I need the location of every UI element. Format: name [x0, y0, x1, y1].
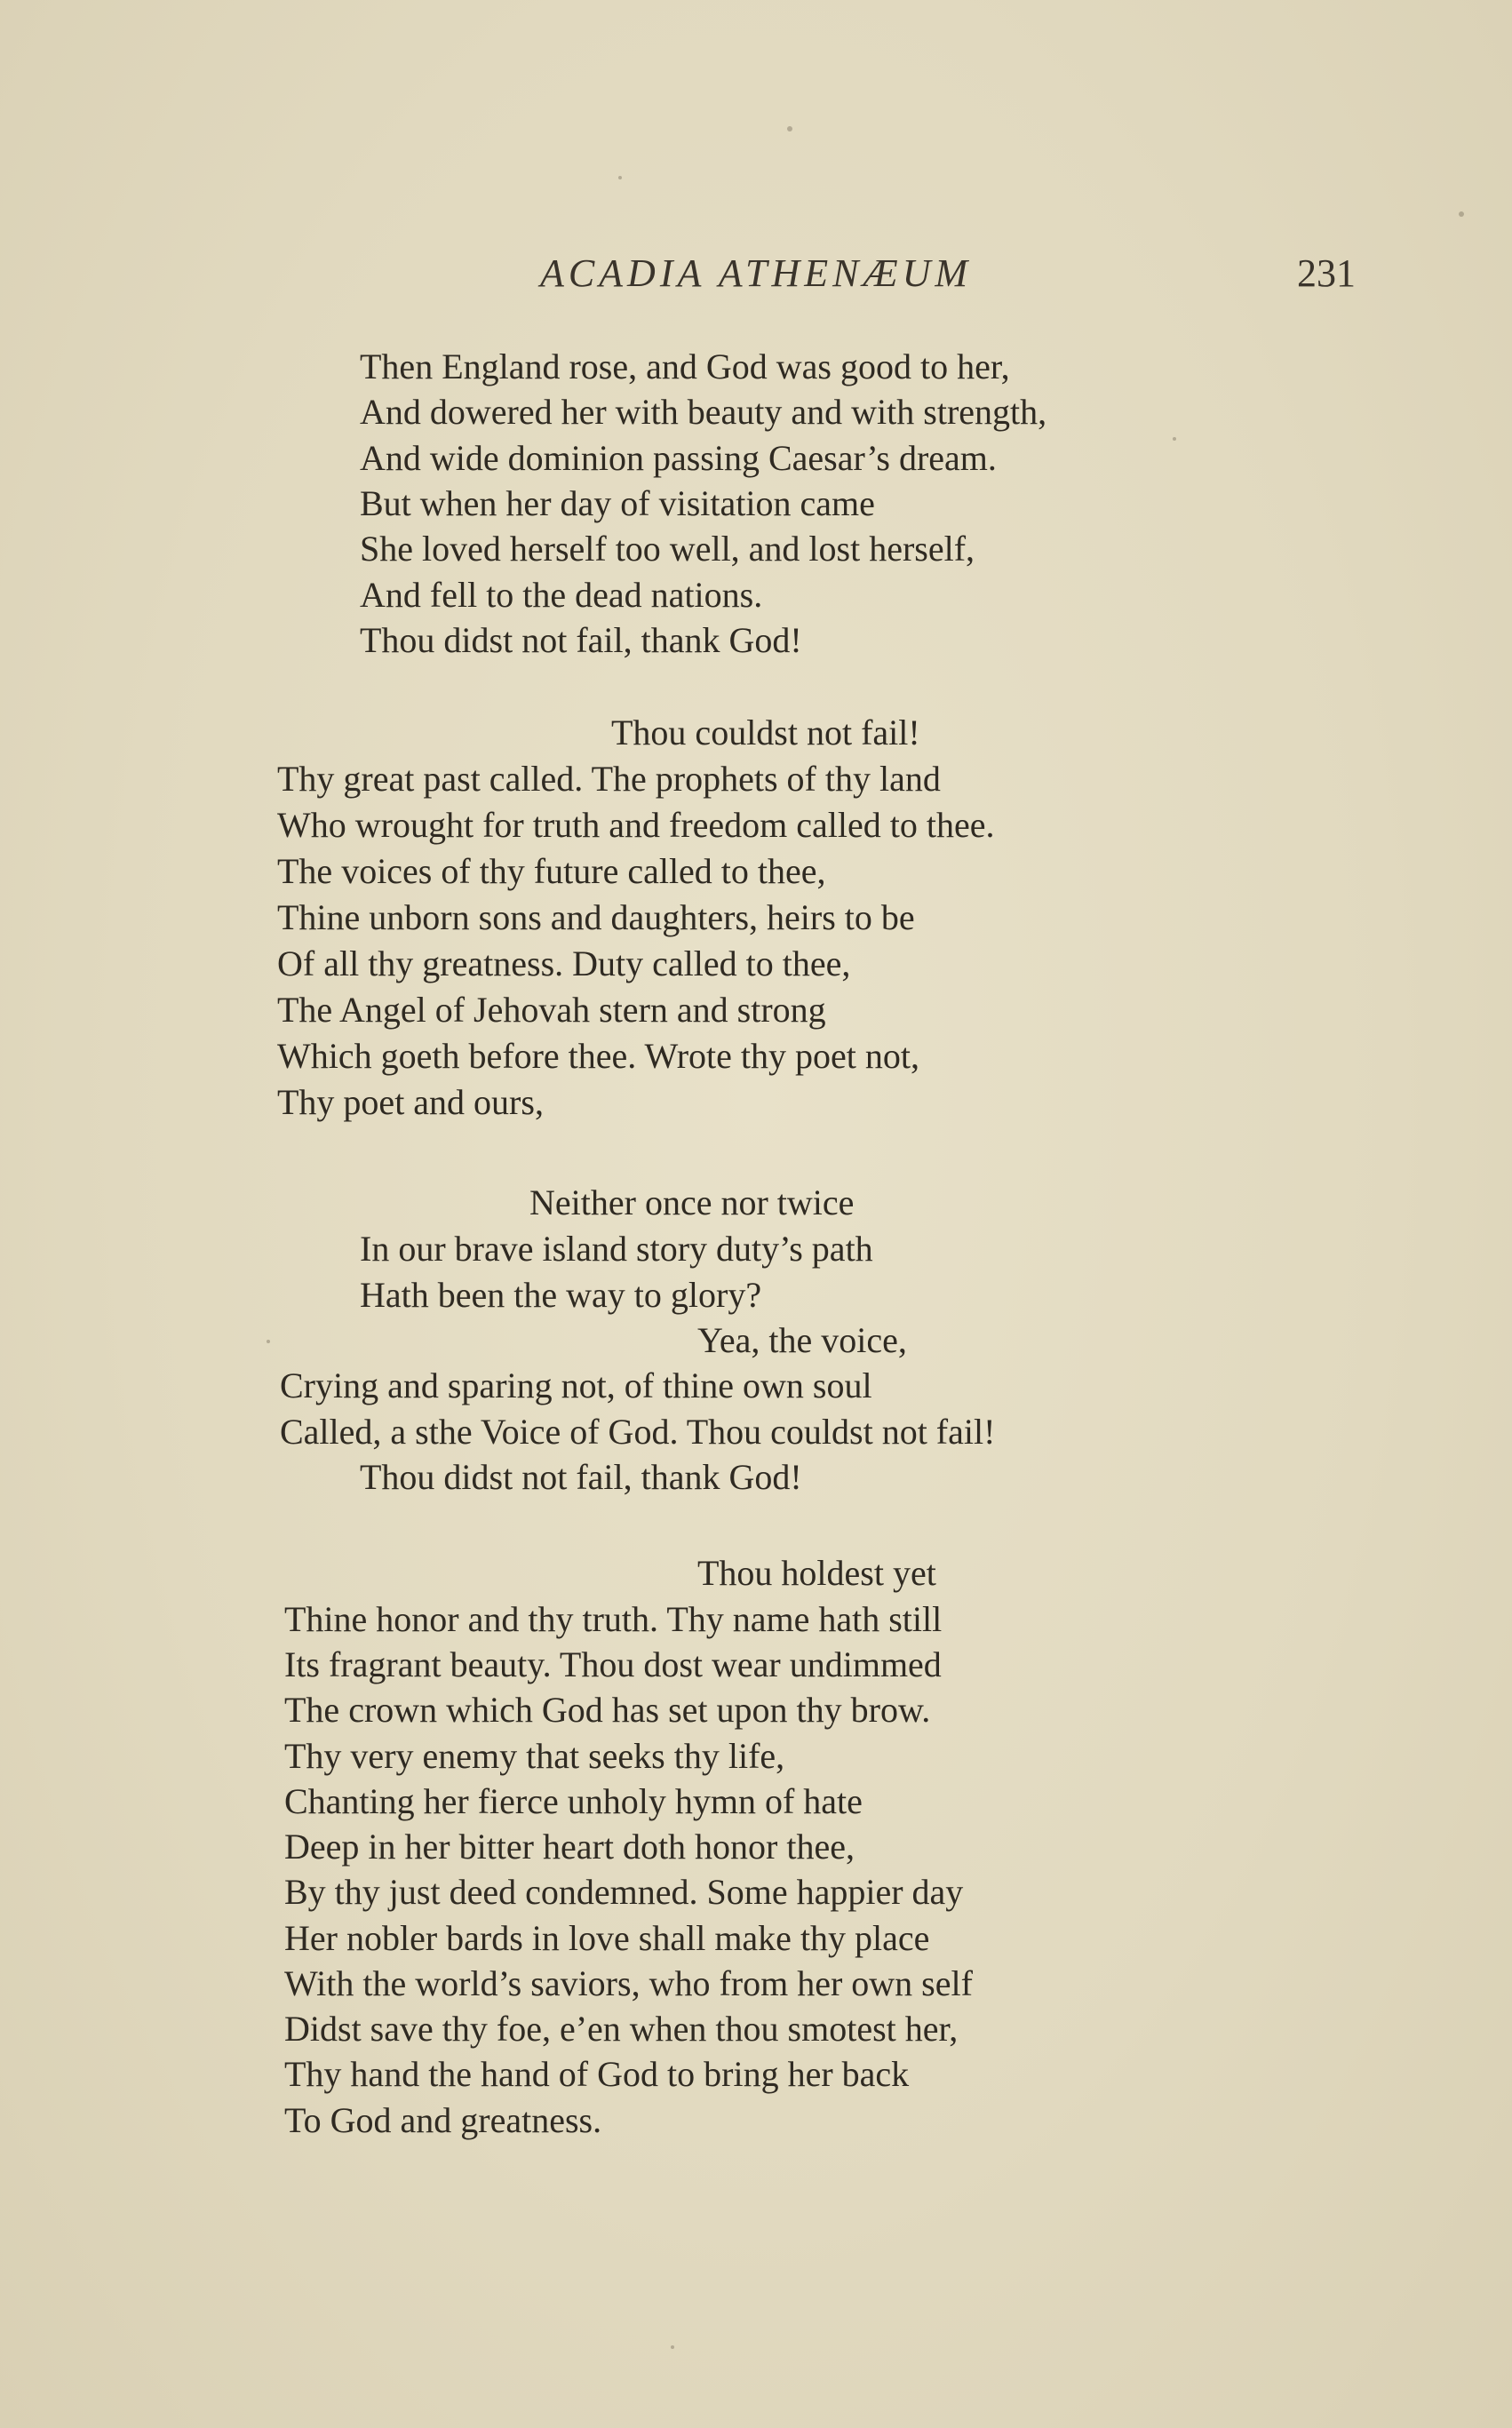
poem-line: Thou holdest yet — [697, 1553, 936, 1593]
poem-line: By thy just deed condemned. Some happier day — [284, 1872, 964, 1912]
poem-line: Its fragrant beauty. Thou dost wear undimmed — [284, 1644, 942, 1684]
paper-speck — [618, 176, 622, 179]
paper-speck — [787, 126, 792, 131]
paper-speck — [1173, 437, 1176, 441]
poem-line: To God and greatness. — [284, 2100, 602, 2140]
running-header-title: ACADIA ATHENÆUM — [539, 251, 973, 295]
poem-line: Didst save thy foe, e’en when thou smotest her, — [284, 2009, 959, 2049]
poem-line: Then England rose, and God was good to her, — [360, 346, 1010, 386]
poem-line: And fell to the dead nations. — [360, 575, 763, 615]
poem-line: The voices of thy future called to thee, — [277, 851, 826, 891]
poem-line: Thou couldst not fail! — [611, 712, 920, 752]
poem-line: Yea, the voice, — [697, 1320, 907, 1360]
poem-line: Chanting her fierce unholy hymn of hate — [284, 1781, 863, 1821]
poem-line: Of all thy greatness. Duty called to thee, — [277, 943, 851, 983]
poem-line: Thine honor and thy truth. Thy name hath still — [284, 1599, 943, 1639]
poem-line: And dowered her with beauty and with strength, — [360, 392, 1047, 432]
paper-speck — [267, 1340, 270, 1343]
poem-line: Thou didst not fail, thank God! — [360, 620, 802, 660]
poem-line: Her nobler bards in love shall make thy place — [284, 1918, 930, 1958]
poem-line: Hath been the way to glory? — [360, 1275, 762, 1315]
poem-line: In our brave island story duty’s path — [360, 1229, 873, 1269]
poem-line: Neither once nor twice — [529, 1182, 855, 1222]
poem-line: And wide dominion passing Caesar’s dream. — [360, 438, 997, 478]
poem-line: Called, a sthe Voice of God. Thou couldst not fail! — [280, 1412, 996, 1452]
poem-line: The Angel of Jehovah stern and strong — [277, 990, 826, 1030]
poem-line: Deep in her bitter heart doth honor thee, — [284, 1827, 855, 1867]
poem-line: Thine unborn sons and daughters, heirs to be — [277, 897, 915, 937]
poem-line: But when her day of visitation came — [360, 483, 875, 523]
poem-line: Thy very enemy that seeks thy life, — [284, 1736, 785, 1776]
poem-line: Crying and sparing not, of thine own soul — [280, 1365, 872, 1405]
poem-line: Which goeth before thee. Wrote thy poet not, — [277, 1036, 919, 1076]
poem-line: Who wrought for truth and freedom called to thee. — [277, 805, 995, 845]
poem-line: With the world’s saviors, who from her own self — [284, 1963, 973, 2003]
poem-line: The crown which God has set upon thy brow. — [284, 1690, 931, 1730]
poem-line: Thy poet and ours, — [277, 1082, 544, 1122]
poem-line: Thy hand the hand of God to bring her back — [284, 2054, 910, 2094]
paper-speck — [671, 2345, 674, 2349]
page-number: 231 — [1297, 251, 1356, 295]
poem-line: Thy great past called. The prophets of thy land — [277, 759, 941, 799]
paper-speck — [1459, 211, 1464, 217]
poem-line: Thou didst not fail, thank God! — [360, 1457, 802, 1497]
poem-line: She loved herself too well, and lost herself, — [360, 529, 975, 569]
